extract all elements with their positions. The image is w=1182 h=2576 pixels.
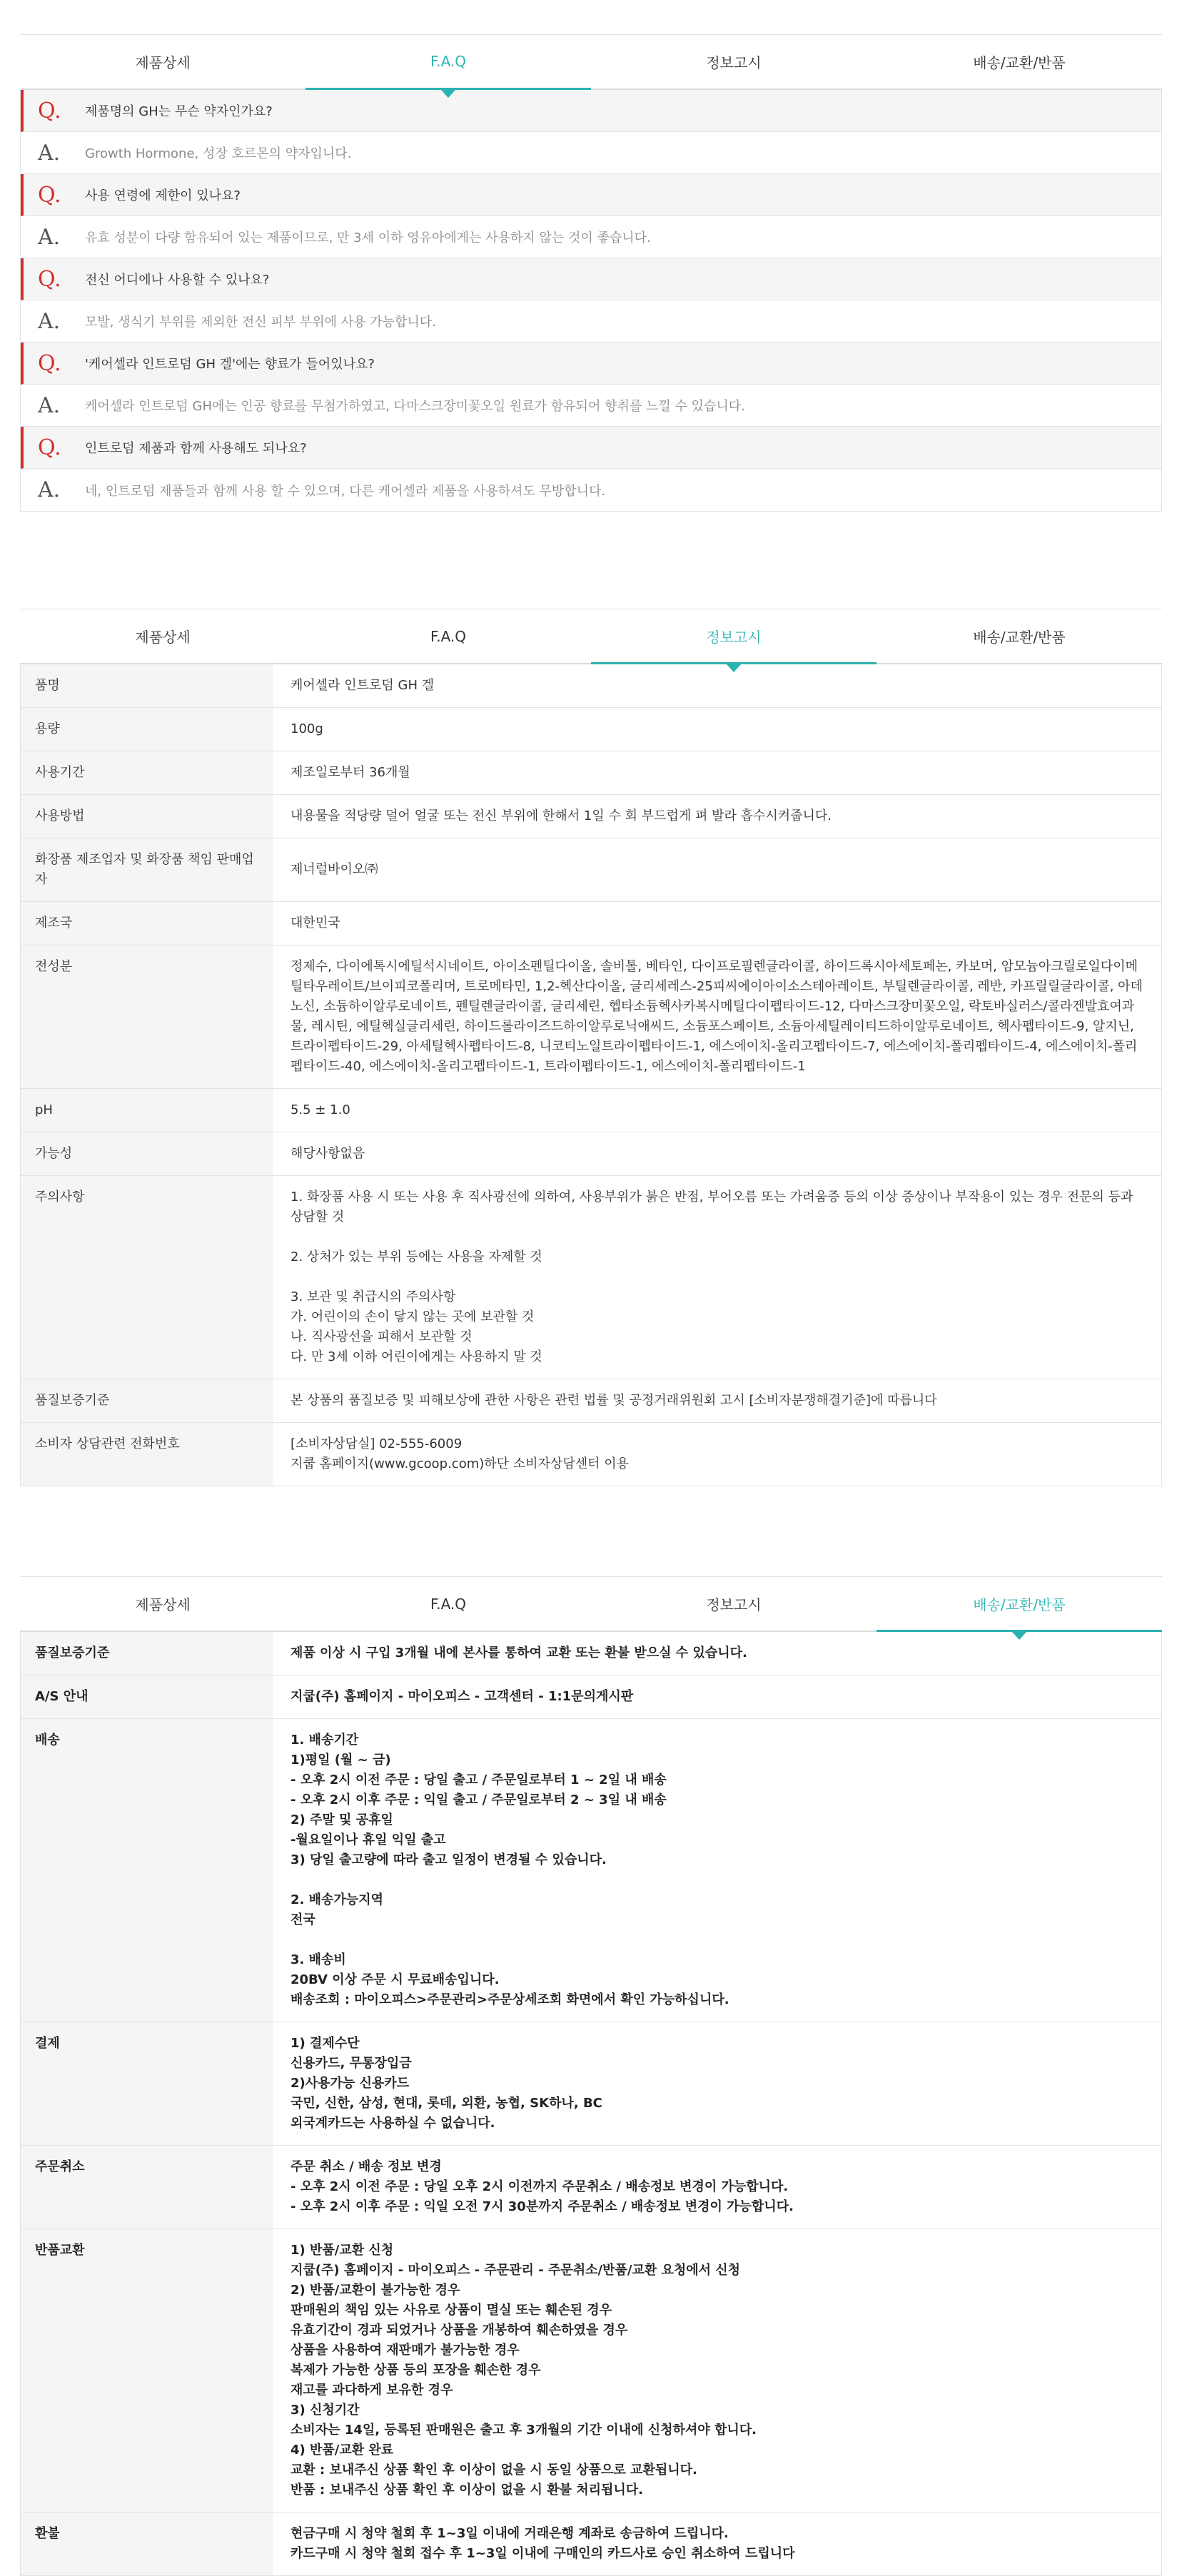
question-text: '케어셀라 인트로덤 GH 겔'에는 향료가 들어있나요? [85,357,375,372]
info-row [21,1132,1161,1176]
answer-text: 네, 인트로덤 제품들과 함께 사용 할 수 있으며, 다른 케어셀라 제품을 사용하셔도 무방합니다. [85,483,606,499]
delivery-value: 제품 이상 시 구입 3개월 내에 본사를 통하여 교환 또는 환불 받으실 수 있습니다. [291,1646,747,1660]
info-value: 제조일로부터 36개월 [291,765,410,780]
info-label: 화장품 제조업자 및 화장품 책임 판매업자 [21,838,273,901]
delivery-label: 주문취소 [21,2146,273,2228]
info-label: 제조국 [21,902,273,945]
question-text: 사용 연령에 제한이 있나요? [85,188,241,203]
faq-section [20,34,1162,512]
delivery-label: A/S 안내 [21,1675,273,1718]
info-value: [소비자상담실] 02-555-6009 지쿱 홈페이지(www.gcoop.com)하단 소비자상담센터 이용 [291,1436,629,1471]
delivery-label: 환불 [21,2512,273,2575]
info-row [21,1089,1161,1132]
delivery-row [21,2229,1161,2512]
delivery-row [21,2512,1161,2575]
tab-faq[interactable]: F.A.Q [430,1595,467,1613]
delivery-table [20,1632,1162,2576]
question-mark: Q. [38,266,61,292]
answer-text: 모발, 생식기 부위를 제외한 전신 피부 부위에 사용 가능합니다. [85,315,436,330]
faq-answer [21,132,1161,174]
delivery-value: 지쿱(주) 홈페이지 - 마이오피스 - 고객센터 - 1:1문의게시판 [291,1689,634,1704]
answer-mark: A. [38,140,61,166]
answer-mark: A. [38,477,61,502]
tab-notice-info[interactable]: 정보고시 [706,54,762,71]
info-label: 전성분 [21,945,273,1088]
answer-text: 케어셀라 인트로덤 GH에는 인공 향료를 무첨가하였고, 다마스크장미꽃오일 원료가 함유되어 향취를 느낄 수 있습니다. [85,399,745,414]
tab-bar [20,34,1162,90]
delivery-row [21,1675,1161,1719]
info-value: 해당사항없음 [291,1146,365,1161]
question-mark: Q. [38,182,61,208]
info-value: 케어셀라 인트로덤 GH 겔 [291,678,435,693]
delivery-label: 결제 [21,2022,273,2145]
delivery-value: 현금구매 시 청약 철회 후 1~3일 이내에 거래은행 계좌로 송금하여 드립니다. 카드구매 시 청약 철회 접수 후 1~3일 이내에 구매인의 카드사로 승인 취소하여 드립니다 [291,2526,795,2561]
faq-list [20,90,1162,512]
tab-notice-info[interactable]: 정보고시 [591,609,877,664]
faq-answer [21,469,1161,511]
info-row [21,838,1161,902]
info-label: 주의사항 [21,1176,273,1379]
answer-mark: A. [38,308,61,334]
delivery-value: 1) 결제수단 신용카드, 무통장입금 2)사용가능 신용카드 국민, 신한, 삼성, 현대, 롯데, 외환, 농협, SK하나, BC 외국계카드는 사용하실 수 없습니다. [291,2036,602,2131]
info-value: 제너럴바이오㈜ [291,862,378,877]
delivery-label: 품질보증기준 [21,1632,273,1675]
info-label: 소비자 상담관련 전화번호 [21,1423,273,1486]
tab-delivery-return[interactable]: 배송/교환/반품 [973,54,1066,71]
answer-mark: A. [38,224,61,250]
delivery-label: 배송 [21,1719,273,2022]
tab-delivery-return[interactable]: 배송/교환/반품 [877,1577,1162,1632]
info-label: pH [21,1089,273,1132]
info-value: 정제수, 다이에톡시에틸석시네이트, 아이소펜틸다이올, 솔비톨, 베타인, 다이프로필렌글라이콜, 하이드록시아세토페논, 카보머, 암모늄아크릴로일다이메틸타우레이트/브이피코폴리머, 트로메타민, 1,2-헥산다이올, 글리세레스-25피씨에이아이소스테아레이트, 부틸렌글라이콜, 레반, 카프릴릴글라이콜, 아데노신, 소듐하이알루로네이트, 펜틸렌글라이콜, 글리세린, 헵타소듐헥사카복시메틸다이펩타이드-12, 다마스크장미꽃오일, 락토바실러스/콜라겐발효여과물, 레시틴, 에틸헥실글리세린, 하이드롤라이즈드하이알루로닉애씨드, 소듐포스페이트, 소듐아세틸레이티드하이알루로네이트, 헥사펩타이드-9, 알지닌, 트라이펩타이드-29, 아세틸헥사펩타이드-8, 니코티노일트라이펩타이드-1, 에스에이치-올리고펩타이드-7, 에스에이치-폴리펩타이드-4, 에스에이치-폴리펩타이드-40, 에스에이치-올리고펩타이드-1, 트라이펩타이드-1, 에스에이치-폴리펩타이드-1 [291,959,1143,1074]
faq-answer [21,300,1161,343]
info-row [21,708,1161,751]
tab-product-detail[interactable]: 제품상세 [135,1596,191,1613]
info-label: 가능성 [21,1132,273,1175]
delivery-row [21,1632,1161,1675]
info-label: 품질보증기준 [21,1379,273,1422]
info-row [21,795,1161,838]
faq-answer [21,216,1161,258]
faq-answer [21,385,1161,427]
info-row [21,902,1161,945]
tab-product-detail[interactable]: 제품상세 [135,54,191,71]
delivery-value: 주문 취소 / 배송 정보 변경 - 오후 2시 이전 주문 : 당일 오후 2시 이전까지 주문취소 / 배송정보 변경이 가능합니다. - 오후 2시 이후 주문 : 익일 오전 7시 30분까지 주문취소 / 배송정보 변경이 가능합니다. [291,2159,794,2214]
info-label: 사용방법 [21,795,273,838]
info-row [21,1423,1161,1486]
question-text: 제품명의 GH는 무슨 약자인가요? [85,104,273,119]
info-table [20,664,1162,1486]
answer-text: 유효 성분이 다량 함유되어 있는 제품이므로, 만 3세 이하 영유아에게는 사용하지 않는 것이 좋습니다. [85,230,651,245]
faq-question[interactable] [21,427,1161,469]
info-label: 용량 [21,708,273,751]
delivery-value: 1) 반품/교환 신청 지쿱(주) 홈페이지 - 마이오피스 - 주문관리 - 주문취소/반품/교환 요청에서 신청 2) 반품/교환이 불가능한 경우 판매원의 책임 있는 사유로 상품이 멸실 또는 훼손된 경우 유효기간이 경과 되었거나 상품을 개봉하여 훼손하였을 경우 상품을 사용하여 재판매가 불가능한 경우 복제가 가능한 상품 등의 포장을 훼손한 경우 재고를 과다하게 보유한 경우 3) 신청기간 소비자는 14일, 등록된 판매원은 출고 후 3개월의 기간 이내에 신청하셔야 합니다. 4) 반품/교환 완료 교환 : 보내주신 상품 확인 후 이상이 없을 시 동일 상품으로 교환됩니다. 반품 : 보내주신 상품 확인 후 이상이 없을 시 환불 처리됩니다. [291,2243,757,2498]
tab-bar [20,1576,1162,1632]
tab-product-detail[interactable]: 제품상세 [135,629,191,646]
info-row [21,1379,1161,1423]
info-value: 내용물을 적당량 덜어 얼굴 또는 전신 부위에 한해서 1일 수 회 부드럽게 펴 발라 흡수시켜줍니다. [291,808,832,823]
info-value: 본 상품의 품질보증 및 피해보상에 관한 사항은 관련 법률 및 공정거래위원회 고시 [소비자분쟁해결기준]에 따릅니다 [291,1393,937,1408]
question-text: 전신 어디에나 사용할 수 있나요? [85,273,270,288]
info-row [21,664,1161,708]
info-value: 5.5 ± 1.0 [291,1102,350,1117]
question-text: 인트로덤 제품과 함께 사용해도 되나요? [85,441,307,456]
info-row [21,945,1161,1089]
info-row [21,751,1161,795]
faq-question[interactable] [21,90,1161,132]
question-mark: Q. [38,98,61,123]
info-label: 품명 [21,664,273,707]
delivery-value: 1. 배송기간 1)평일 (월 ~ 금) - 오후 2시 이전 주문 : 당일 출고 / 주문일로부터 1 ~ 2일 내 배송 - 오후 2시 이후 주문 : 익일 출고 / 주문일로부터 2 ~ 3일 내 배송 2) 주말 및 공휴일 -월요일이나 휴일 익일 출고 3) 당일 출고량에 따라 출고 일정이 변경될 수 있습니다. 2. 배송가능지역 전국 3. 배송비 20BV 이상 주문 시 무료배송입니다. 배송조회 : 마이오피스>주문관리>주문상세조회 화면에서 확인 가능하십니다. [291,1733,729,2007]
info-value: 대한민국 [291,916,340,930]
tab-faq[interactable]: F.A.Q [430,627,467,645]
tab-notice-info[interactable]: 정보고시 [706,1596,762,1613]
delivery-row [21,1719,1161,2022]
info-label: 사용기간 [21,751,273,794]
delivery-row [21,2146,1161,2229]
question-mark: Q. [38,435,61,460]
faq-question[interactable] [21,343,1161,385]
faq-question[interactable] [21,174,1161,216]
delivery-return-section [20,1576,1162,2576]
info-row [21,1176,1161,1379]
info-value: 1. 화장품 사용 시 또는 사용 후 직사광선에 의하여, 사용부위가 붉은 반점, 부어오름 또는 가려움증 등의 이상 증상이나 부작용이 있는 경우 전문의 등과 상담할 것 2. 상처가 있는 부위 등에는 사용을 자제할 것 3. 보관 및 취급시의 주의사항 가. 어린이의 손이 닿지 않는 곳에 보관할 것 나. 직사광선을 피해서 보관할 것 다. 만 3세 이하 어린이에게는 사용하지 말 것 [291,1190,1133,1364]
notice-info-section [20,609,1162,1486]
tab-faq[interactable]: F.A.Q [305,35,591,90]
tab-bar [20,609,1162,664]
info-value: 100g [291,721,323,736]
answer-text: Growth Hormone, 성장 호르몬의 약자입니다. [85,146,352,161]
answer-mark: A. [38,392,61,418]
delivery-row [21,2022,1161,2146]
faq-question[interactable] [21,258,1161,300]
delivery-label: 반품교환 [21,2229,273,2512]
tab-delivery-return[interactable]: 배송/교환/반품 [973,629,1066,646]
question-mark: Q. [38,350,61,376]
